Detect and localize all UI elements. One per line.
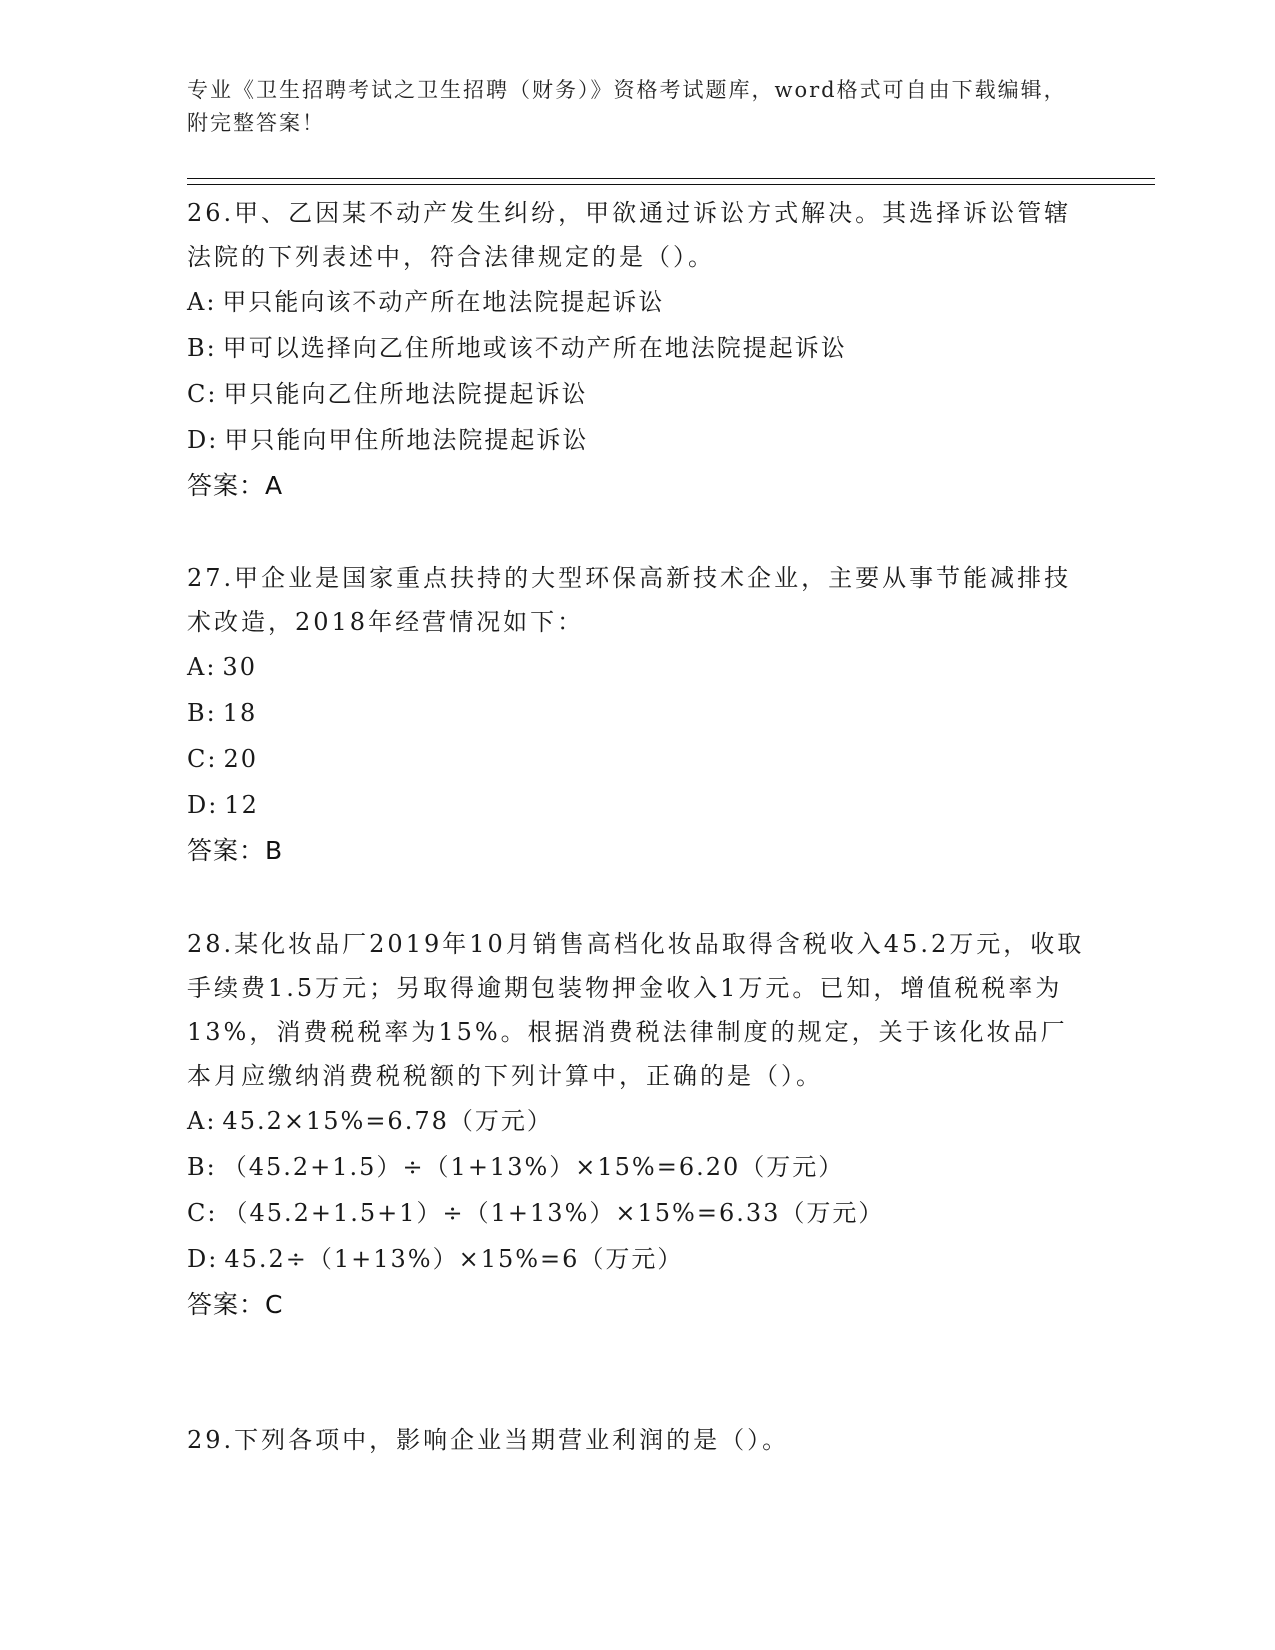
option-d <box>187 417 1087 463</box>
option-label: A: <box>187 1107 217 1135</box>
option-text: 甲只能向甲住所地法院提起诉讼 <box>224 426 589 454</box>
option-b <box>187 690 1087 736</box>
option-d <box>187 782 1087 828</box>
option-label: B: <box>187 1153 217 1181</box>
option-b <box>187 325 1087 371</box>
option-text: 20 <box>223 745 258 773</box>
question-stem: 26.甲、乙因某不动产发生纠纷，甲欲通过诉讼方式解决。其选择诉讼管辖法院的下列表述中，符合法律规定的是（）。 <box>187 199 1072 271</box>
option-text: （45.2+1.5+1）÷（1+13%）×15%=6.33（万元） <box>223 1199 885 1227</box>
answer: 答案：A <box>187 471 284 500</box>
option-text: 30 <box>222 653 257 681</box>
header-divider-top <box>187 178 1155 179</box>
question-stem: 28.某化妆品厂2019年10月销售高档化妆品取得含税收入45.2万元，收取手续费1.5万元；另取得逾期包装物押金收入1万元。已知，增值税税率为13%，消费税税率为15%。根据消费税法律制度的规定，关于该化妆品厂本月应缴纳消费税税额的下列计算中，正确的是（）。 <box>187 930 1085 1090</box>
option-label: D: <box>187 426 219 454</box>
option-text: 45.2÷（1+13%）×15%=6（万元） <box>224 1245 684 1273</box>
option-text: 甲可以选择向乙住所地或该不动产所在地法院提起诉讼 <box>222 334 847 362</box>
answer: 答案：B <box>187 836 284 865</box>
option-label: A: <box>187 288 217 316</box>
answer: 答案：C <box>187 1290 284 1319</box>
option-text: 甲只能向乙住所地法院提起诉讼 <box>223 380 588 408</box>
option-label: C: <box>187 745 218 773</box>
option-label: D: <box>187 791 219 819</box>
option-text: （45.2+1.5）÷（1+13%）×15%=6.20（万元） <box>222 1153 845 1181</box>
option-d <box>187 1236 1087 1282</box>
option-label: C: <box>187 380 218 408</box>
option-label: B: <box>187 699 217 727</box>
option-label: B: <box>187 334 217 362</box>
header-divider-bottom <box>187 184 1155 185</box>
question-26 <box>187 191 1087 509</box>
question-28 <box>187 922 1087 1328</box>
option-text: 45.2×15%=6.78（万元） <box>222 1107 553 1135</box>
question-stem: 27.甲企业是国家重点扶持的大型环保高新技术企业，主要从事节能减排技术改造，2018年经营情况如下： <box>187 564 1072 636</box>
option-c <box>187 371 1087 417</box>
document-header: 专业《卫生招聘考试之卫生招聘（财务）》资格考试题库，word格式可自由下载编辑，附完整答案！ <box>187 78 1067 135</box>
option-b <box>187 1144 1087 1190</box>
option-label: A: <box>187 653 217 681</box>
option-c <box>187 736 1087 782</box>
option-text: 甲只能向该不动产所在地法院提起诉讼 <box>222 288 665 316</box>
question-27 <box>187 556 1087 874</box>
question-29 <box>187 1418 1087 1462</box>
question-stem: 29.下列各项中，影响企业当期营业利润的是（）。 <box>187 1426 790 1454</box>
option-text: 12 <box>224 791 259 819</box>
option-a <box>187 1098 1087 1144</box>
option-label: C: <box>187 1199 218 1227</box>
option-c <box>187 1190 1087 1236</box>
option-a <box>187 279 1087 325</box>
option-a <box>187 644 1087 690</box>
option-label: D: <box>187 1245 219 1273</box>
option-text: 18 <box>222 699 258 727</box>
